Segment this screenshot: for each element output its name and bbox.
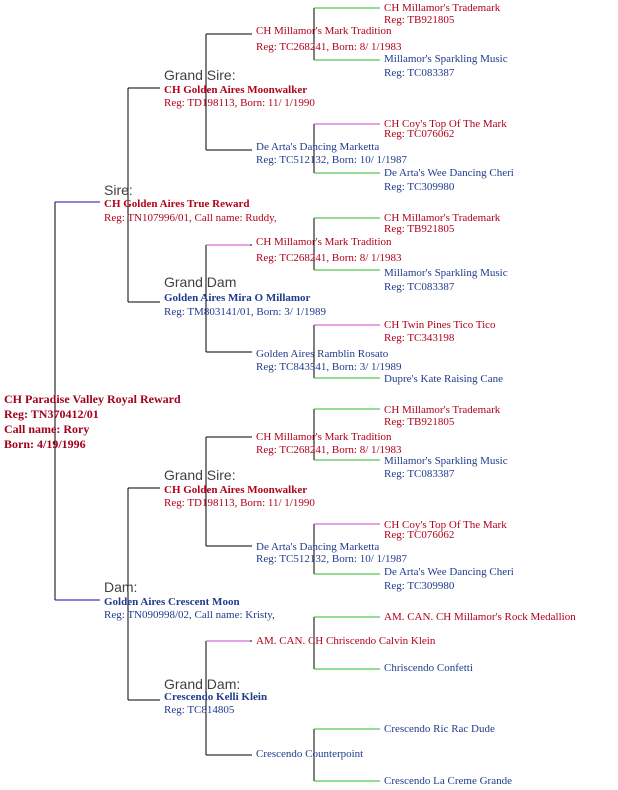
dam-role-label: Dam: — [104, 579, 138, 595]
sire-gd-dam-name: Golden Aires Ramblin Rosato — [256, 348, 389, 360]
dam-gs-ss-reg: Reg: TB921805 — [384, 416, 455, 428]
sire-gs-ds-reg: Reg: TC076062 — [384, 128, 455, 140]
subject-call-name: Call name: Rory — [4, 422, 90, 436]
dam-gs-sire-name: CH Millamor's Mark Tradition — [256, 431, 392, 443]
dam-gd-sire-name: AM. CAN. CH Chriscendo Calvin Klein — [256, 635, 436, 647]
dam-grand-sire-name: CH Golden Aires Moonwalker — [164, 484, 308, 496]
sire-gd-ds-name: CH Twin Pines Tico Tico — [384, 319, 496, 331]
sire-gd-sd-reg: Reg: TC083387 — [384, 281, 455, 293]
sire-grand-sire-info: Reg: TD198113, Born: 11/ 1/1990 — [164, 97, 315, 109]
dam-grand-sire-role-label: Grand Sire: — [164, 467, 236, 483]
dam-name: Golden Aires Crescent Moon — [104, 596, 240, 608]
sire-gs-ss-name: CH Millamor's Trademark — [384, 2, 501, 14]
dam-gs-ss-name: CH Millamor's Trademark — [384, 404, 501, 416]
dam-gs-dd-name: De Arta's Wee Dancing Cheri — [384, 566, 514, 578]
sire-gd-sire-name: CH Millamor's Mark Tradition — [256, 236, 392, 248]
sire-gs-dd-reg: Reg: TC309980 — [384, 181, 455, 193]
dam-gs-dam-name: De Arta's Dancing Marketta — [256, 541, 380, 553]
sire-gs-ds-name: CH Coy's Top Of The Mark — [384, 118, 507, 130]
subject-reg: Reg: TN370412/01 — [4, 407, 99, 421]
sire-role-label: Sire: — [104, 182, 133, 198]
sire-gd-dam-info: Reg: TC843541, Born: 3/ 1/1989 — [256, 361, 402, 373]
dam-gs-ds-reg: Reg: TC076062 — [384, 529, 455, 541]
sire-gs-sire-name: CH Millamor's Mark Tradition — [256, 25, 392, 37]
dam-info: Reg: TN090998/02, Call name: Kristy, — [104, 609, 275, 621]
subject-name: CH Paradise Valley Royal Reward — [4, 392, 181, 406]
dam-gd-ss-name: AM. CAN. CH Millamor's Rock Medallion — [384, 611, 576, 623]
dam-gs-dam-info: Reg: TC512132, Born: 10/ 1/1987 — [256, 553, 408, 565]
sire-gd-dd-name: Dupre's Kate Raising Cane — [384, 373, 503, 385]
sire-gs-sire-info: Reg: TC268241, Born: 8/ 1/1983 — [256, 41, 402, 53]
dam-gd-dam-name: Crescendo Counterpoint — [256, 748, 364, 760]
sire-gd-ss-reg: Reg: TB921805 — [384, 223, 455, 235]
sire-gs-sd-reg: Reg: TC083387 — [384, 67, 455, 79]
sire-grand-sire-name: CH Golden Aires Moonwalker — [164, 84, 308, 96]
dam-gs-ds-name: CH Coy's Top Of The Mark — [384, 519, 507, 531]
subject-born: Born: 4/19/1996 — [4, 437, 86, 451]
sire-grand-dam-role-label: Grand Dam — [164, 274, 237, 290]
dam-grand-dam-role-label: Grand Dam: — [164, 676, 241, 692]
sire-gs-sd-name: Millamor's Sparkling Music — [384, 53, 508, 65]
sire-gs-dam-name: De Arta's Dancing Marketta — [256, 141, 380, 153]
dam-gs-sire-info: Reg: TC268241, Born: 8/ 1/1983 — [256, 444, 402, 456]
sire-info: Reg: TN107996/01, Call name: Ruddy, — [104, 212, 277, 224]
sire-grand-dam-name: Golden Aires Mira O Millamor — [164, 292, 311, 304]
sire-gd-ss-name: CH Millamor's Trademark — [384, 212, 501, 224]
sire-gd-sire-info: Reg: TC268241, Born: 8/ 1/1983 — [256, 252, 402, 264]
sire-gs-dd-name: De Arta's Wee Dancing Cheri — [384, 167, 514, 179]
dam-gd-dd-name: Crescendo La Creme Grande — [384, 775, 512, 787]
sire-grand-dam-info: Reg: TM803141/01, Born: 3/ 1/1989 — [164, 306, 327, 318]
dam-gs-sd-name: Millamor's Sparkling Music — [384, 455, 508, 467]
sire-gs-dam-info: Reg: TC512132, Born: 10/ 1/1987 — [256, 154, 408, 166]
sire-gs-ss-reg: Reg: TB921805 — [384, 14, 455, 26]
sire-grand-sire-role-label: Grand Sire: — [164, 67, 236, 83]
sire-gd-ds-reg: Reg: TC343198 — [384, 332, 455, 344]
dam-grand-dam-info: Reg: TC814805 — [164, 704, 235, 716]
sire-gd-sd-name: Millamor's Sparkling Music — [384, 267, 508, 279]
dam-grand-sire-info: Reg: TD198113, Born: 11/ 1/1990 — [164, 497, 315, 509]
dam-gd-ds-name: Crescendo Ric Rac Dude — [384, 723, 495, 735]
dam-gd-sd-name: Chriscendo Confetti — [384, 662, 473, 674]
dam-gs-sd-reg: Reg: TC083387 — [384, 468, 455, 480]
sire-name: CH Golden Aires True Reward — [104, 198, 250, 210]
dam-gs-dd-reg: Reg: TC309980 — [384, 580, 455, 592]
dam-grand-dam-name: Crescendo Kelli Klein — [164, 691, 268, 703]
